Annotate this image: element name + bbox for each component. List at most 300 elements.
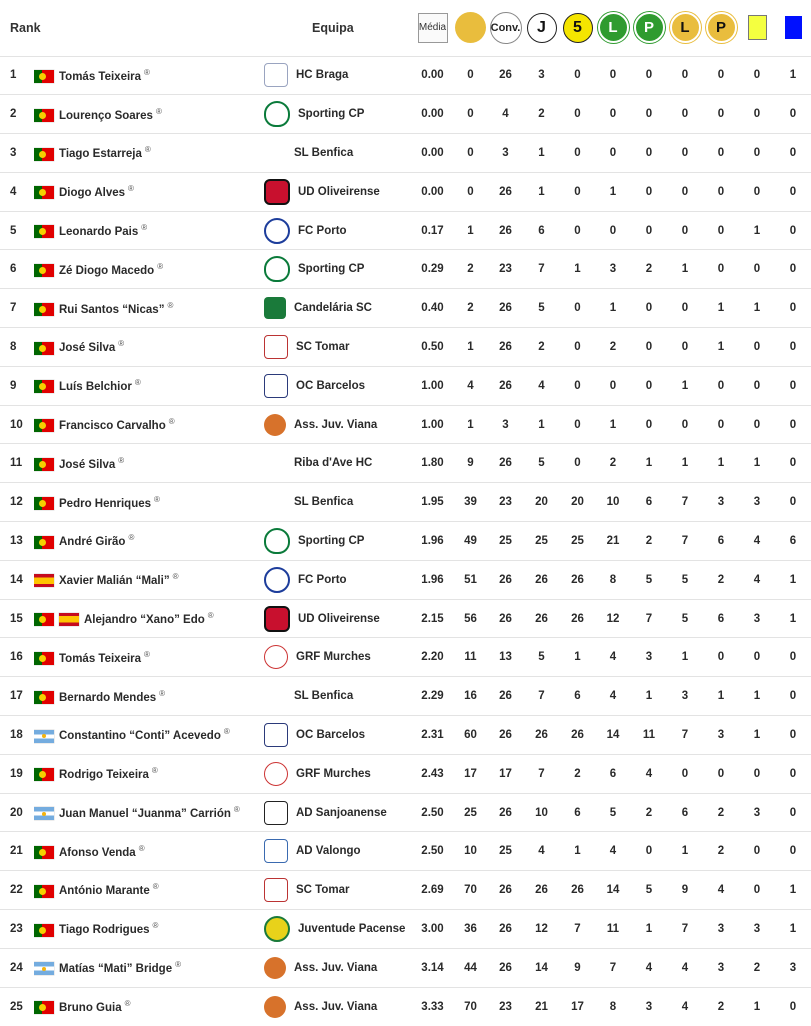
club-crest-icon [264, 491, 286, 513]
starter-cell: 0 [574, 418, 581, 431]
convocations-header[interactable] [488, 0, 523, 56]
convocations-cell: 26 [499, 612, 512, 625]
yellow-cards-cell: 0 [753, 418, 761, 431]
team-name[interactable]: SC Tomar [296, 884, 350, 897]
yellow-cards-cell: 1 [753, 457, 761, 470]
yellow-cards-cell: 3 [753, 496, 761, 509]
player-cell[interactable] [34, 134, 252, 173]
yellow-card-header[interactable] [739, 0, 775, 56]
goals-against-cell: 4 [467, 379, 474, 392]
games-cell: 2 [538, 108, 545, 121]
penalty-l-cell: 10 [606, 496, 620, 509]
player-name[interactable]: Constantino “Conti” Acevedo [59, 730, 221, 743]
penalty-p-cell: 0 [645, 845, 653, 858]
player-name[interactable]: Tomás Teixeira [59, 652, 142, 665]
flag-pt-icon [34, 186, 54, 199]
starter-cell: 1 [574, 651, 581, 664]
team-cell[interactable] [252, 56, 412, 95]
direct-p-cell: 6 [717, 534, 725, 547]
direct-p-cell: 2 [717, 573, 725, 586]
blue-cards-cell: 0 [789, 302, 797, 315]
team-cell[interactable] [252, 366, 412, 405]
team-name[interactable]: FC Porto [298, 573, 347, 586]
player-name[interactable]: Diogo Alves [59, 186, 126, 199]
convocations-cell: 26 [499, 961, 512, 974]
player-name[interactable]: André Girão [59, 536, 126, 549]
blue-cards-cell: 0 [789, 108, 797, 121]
team-cell[interactable] [252, 95, 412, 134]
yellow-cards-cell: 0 [753, 651, 761, 664]
registered-icon: ® [144, 67, 150, 77]
table-row[interactable] [0, 134, 811, 173]
registered-icon: ® [207, 610, 214, 620]
team-name[interactable]: Riba d'Ave HC [294, 457, 373, 470]
flag-ar-icon [34, 962, 54, 975]
blue-cards-cell: 1 [789, 884, 797, 897]
team-name[interactable]: SL Benfica [294, 147, 354, 160]
team-name[interactable]: UD Oliveirense [298, 612, 380, 625]
media-header[interactable] [412, 0, 453, 56]
player-name[interactable]: Pedro Henriques [59, 497, 152, 510]
team-name[interactable]: SL Benfica [294, 496, 354, 509]
table-row[interactable] [0, 910, 811, 949]
registered-icon: ® [141, 222, 148, 232]
team-cell[interactable] [252, 599, 412, 638]
starter-header[interactable] [560, 0, 595, 56]
team-cell[interactable] [252, 560, 412, 599]
team-cell[interactable] [252, 444, 412, 483]
direct-p-cell: 3 [717, 496, 725, 509]
table-row[interactable] [0, 716, 811, 755]
table-row[interactable] [0, 832, 811, 871]
registered-icon: ® [118, 339, 125, 349]
team-cell[interactable] [252, 716, 412, 755]
team-name[interactable]: OC Barcelos [296, 728, 366, 741]
team-cell[interactable] [252, 871, 412, 910]
starter-cell: 9 [574, 961, 581, 974]
table-row[interactable] [0, 366, 811, 405]
goals-against-cell: 70 [464, 1000, 477, 1013]
team-cell[interactable] [252, 405, 412, 444]
direct-p-cell: 0 [717, 418, 725, 431]
club-crest-icon [264, 762, 288, 786]
player-cell[interactable] [34, 483, 252, 522]
team-cell[interactable] [252, 910, 412, 949]
games-cell: 7 [538, 263, 545, 276]
player-name[interactable]: Rodrigo Teixeira [59, 768, 149, 781]
flag-pt-icon [34, 380, 54, 393]
goals-against-cell: 0 [467, 185, 474, 198]
convocations-cell: 26 [499, 224, 512, 237]
table-row[interactable] [0, 677, 811, 716]
direct-p-cell: 0 [717, 69, 725, 82]
penalty-p-header[interactable] [631, 0, 667, 56]
penalty-p-cell: 1 [645, 457, 653, 470]
media-cell: 2.43 [421, 767, 444, 780]
team-name[interactable]: Sporting CP [298, 534, 365, 547]
team-cell[interactable] [252, 211, 412, 250]
goals-against-cell: 44 [464, 961, 477, 974]
team-name[interactable]: SC Tomar [296, 341, 350, 353]
player-cell[interactable] [34, 599, 252, 638]
club-crest-icon [264, 957, 286, 979]
flag-pt-icon [34, 342, 54, 355]
player-cell[interactable] [34, 793, 252, 832]
club-crest-icon [264, 801, 288, 825]
table-row[interactable] [0, 211, 811, 250]
team-name[interactable]: FC Porto [298, 224, 347, 237]
player-name[interactable]: Alejandro “Xano” Edo [84, 613, 205, 626]
team-name[interactable]: Ass. Juv. Viana [294, 418, 378, 431]
table-row[interactable] [0, 948, 811, 987]
direct-l-cell: 7 [681, 922, 689, 935]
table-row[interactable] [0, 289, 811, 328]
direct-l-cell: 5 [681, 573, 689, 586]
team-cell[interactable] [252, 754, 412, 793]
flag-pt-icon [34, 768, 54, 781]
club-crest-icon [264, 645, 288, 669]
rank-cell: 8 [10, 340, 17, 353]
player-name[interactable]: Juan Manuel “Juanma” Carrión [59, 807, 231, 820]
team-cell[interactable] [252, 638, 412, 677]
player-cell[interactable] [34, 172, 252, 211]
media-cell: 1.96 [421, 534, 444, 547]
table-row[interactable] [0, 405, 811, 444]
blue-cards-cell: 3 [789, 961, 797, 974]
player-name[interactable]: Tiago Estarreja [59, 148, 142, 161]
club-crest-icon [264, 528, 290, 554]
convocations-cell: 3 [502, 418, 509, 431]
player-name[interactable]: Matías “Mati” Bridge [59, 962, 173, 975]
table-row[interactable] [0, 871, 811, 910]
games-cell: 2 [538, 340, 545, 353]
media-cell: 0.00 [421, 69, 444, 82]
penalty-l-cell: 4 [609, 651, 617, 664]
convocations-cell: 23 [499, 263, 512, 276]
direct-l-cell: 0 [681, 418, 689, 431]
player-cell[interactable] [34, 987, 252, 1026]
flag-pt-icon [34, 419, 54, 432]
goals-against-cell: 60 [464, 728, 477, 741]
goals-against-cell: 49 [464, 534, 477, 547]
player-name[interactable]: Bernardo Mendes [59, 691, 157, 704]
media-cell: 1.00 [421, 418, 444, 431]
direct-p-cell: 3 [717, 961, 725, 974]
yellow-cards-cell: 1 [753, 302, 761, 315]
blue-cards-cell: 0 [789, 457, 797, 470]
rank-cell: 5 [10, 224, 17, 237]
player-name[interactable]: Xavier Malián “Mali” [59, 574, 170, 587]
team-name[interactable]: UD Oliveirense [298, 185, 380, 198]
media-cell: 2.29 [421, 690, 444, 703]
team-name[interactable]: Sporting CP [298, 108, 365, 121]
player-cell[interactable] [34, 211, 252, 250]
flag-pt-icon [34, 1001, 54, 1014]
table-row[interactable] [0, 172, 811, 211]
team-cell[interactable] [252, 483, 412, 522]
penalty-l-cell: 0 [609, 108, 617, 121]
player-cell[interactable] [34, 716, 252, 755]
table-row[interactable] [0, 638, 811, 677]
team-cell[interactable] [252, 793, 412, 832]
rank-cell: 6 [10, 263, 17, 276]
team-cell[interactable] [252, 289, 412, 328]
goals-against-cell: 16 [464, 690, 477, 703]
penalty-l-cell: 1 [609, 302, 617, 315]
starter-cell: 0 [574, 302, 581, 315]
blue-card-icon [785, 16, 802, 39]
penalty-p-cell: 0 [645, 69, 653, 82]
starter-icon: 5 [563, 13, 593, 43]
player-cell[interactable] [34, 289, 252, 328]
starter-cell: 0 [574, 224, 581, 237]
direct-l-cell: 5 [681, 612, 689, 625]
starter-cell: 25 [571, 534, 584, 547]
yellow-cards-cell: 1 [753, 728, 761, 741]
player-cell[interactable] [34, 560, 252, 599]
table-row[interactable] [0, 56, 811, 95]
direct-p-cell: 1 [717, 302, 725, 315]
team-cell[interactable] [252, 250, 412, 289]
direct-l-cell: 0 [681, 146, 689, 159]
team-cell[interactable] [252, 328, 412, 367]
player-name[interactable]: Luís Belchior [59, 380, 132, 393]
goals-against-cell: 36 [464, 922, 477, 935]
starter-cell: 20 [571, 496, 584, 509]
goals-against-header[interactable] [453, 0, 488, 56]
player-cell[interactable] [34, 677, 252, 716]
direct-p-cell: 0 [717, 185, 725, 198]
player-cell[interactable] [34, 444, 252, 483]
convocations-cell: 26 [499, 922, 512, 935]
table-row[interactable] [0, 987, 811, 1026]
direct-p-cell: 2 [717, 1000, 725, 1013]
player-cell[interactable] [34, 328, 252, 367]
table-body [0, 56, 811, 1026]
club-crest-icon [264, 996, 286, 1018]
flag-es-icon [34, 574, 54, 587]
games-header[interactable] [523, 0, 560, 56]
direct-l-cell: 0 [681, 340, 689, 353]
club-crest-icon [264, 916, 290, 942]
team-cell[interactable] [252, 677, 412, 716]
team-name[interactable]: HC Braga [296, 69, 349, 82]
player-name[interactable]: Leonardo Pais [59, 225, 139, 238]
player-name[interactable]: Bruno Guia [59, 1001, 122, 1014]
player-cell[interactable] [34, 95, 252, 134]
player-cell[interactable] [34, 948, 252, 987]
convocations-cell: 26 [499, 302, 512, 315]
yellow-cards-cell: 1 [753, 224, 761, 237]
goals-against-cell: 2 [467, 263, 474, 276]
table-row[interactable] [0, 483, 811, 522]
club-crest-icon [264, 723, 288, 747]
direct-l-cell: 9 [681, 884, 689, 897]
club-crest-icon [264, 878, 288, 902]
team-name[interactable]: Juventude Pacense [298, 922, 406, 935]
goals-against-cell: 1 [467, 418, 474, 431]
table-row[interactable] [0, 599, 811, 638]
player-name[interactable]: António Marante [59, 885, 150, 898]
penalty-l-cell: 11 [606, 922, 620, 935]
team-name[interactable]: GRF Murches [296, 767, 371, 780]
player-name[interactable]: Zé Diogo Macedo [59, 264, 155, 277]
penalty-l-cell: 5 [609, 806, 617, 819]
convocations-cell: 25 [499, 845, 512, 858]
convocations-cell: 23 [499, 1000, 512, 1013]
rank-cell: 2 [10, 108, 17, 121]
table-row[interactable] [0, 250, 811, 289]
team-name[interactable]: AD Valongo [296, 845, 361, 858]
team-cell[interactable] [252, 134, 412, 173]
convocations-cell: 26 [499, 806, 512, 819]
games-cell: 1 [538, 146, 545, 159]
media-cell: 2.15 [421, 612, 444, 625]
direct-l-header[interactable] [667, 0, 703, 56]
club-crest-icon [264, 567, 290, 593]
team-cell[interactable] [252, 948, 412, 987]
player-cell[interactable] [34, 522, 252, 561]
team-name[interactable]: OC Barcelos [296, 379, 366, 392]
player-cell[interactable] [34, 910, 252, 949]
player-name[interactable]: Afonso Venda [59, 846, 136, 859]
team-name[interactable]: Candelária SC [294, 302, 372, 315]
media-cell: 1.00 [421, 379, 444, 392]
table-row[interactable] [0, 793, 811, 832]
rank-cell: 1 [10, 69, 17, 82]
conv-icon: Conv. [490, 12, 522, 44]
direct-l-cell: 0 [681, 185, 689, 198]
registered-icon: ® [144, 145, 151, 155]
flag-pt-icon [34, 691, 54, 704]
blue-card-header[interactable] [775, 0, 811, 56]
games-icon: J [527, 13, 557, 43]
player-name[interactable]: Tiago Rodrigues [59, 924, 150, 937]
player-cell[interactable] [34, 871, 252, 910]
team-header[interactable]: Equipa [312, 20, 354, 35]
games-cell: 5 [538, 457, 545, 470]
player-cell[interactable] [34, 56, 252, 95]
rank-header[interactable]: Rank [10, 20, 41, 35]
direct-p-cell: 0 [717, 146, 725, 159]
games-cell: 25 [535, 534, 548, 547]
team-name[interactable]: Sporting CP [298, 263, 365, 276]
table-row[interactable] [0, 95, 811, 134]
yellow-card-icon [748, 15, 767, 40]
team-name[interactable]: Ass. Juv. Viana [294, 1000, 378, 1013]
penalty-p-cell: 3 [645, 1000, 653, 1013]
flag-pt-icon [34, 264, 54, 277]
team-name[interactable]: Ass. Juv. Viana [294, 961, 378, 974]
direct-l-cell: 0 [681, 69, 689, 82]
team-name[interactable]: GRF Murches [296, 651, 371, 664]
player-name[interactable]: José Silva [59, 342, 116, 355]
team-name[interactable]: SL Benfica [294, 690, 354, 703]
games-cell: 1 [538, 418, 545, 431]
table-row[interactable] [0, 754, 811, 793]
player-cell[interactable] [34, 366, 252, 405]
player-cell[interactable] [34, 250, 252, 289]
rank-cell: 13 [10, 534, 23, 547]
yellow-cards-cell: 4 [753, 534, 761, 547]
media-cell: 1.96 [421, 573, 444, 586]
team-cell[interactable] [252, 832, 412, 871]
penalty-p-cell: 2 [645, 534, 653, 547]
direct-p-header[interactable] [703, 0, 739, 56]
registered-icon: ® [128, 184, 134, 194]
penalty-l-cell: 8 [609, 573, 617, 586]
flag-pt-icon [34, 613, 54, 626]
penalty-p-cell: 0 [645, 108, 653, 121]
rank-cell: 11 [10, 457, 23, 470]
blue-cards-cell: 6 [789, 534, 797, 547]
direct-p-icon: P [706, 12, 737, 43]
rank-cell: 17 [10, 690, 23, 703]
player-name[interactable]: Tomás Teixeira [59, 70, 142, 83]
media-cell: 0.29 [421, 263, 444, 276]
blue-cards-cell: 0 [789, 185, 797, 198]
registered-icon: ® [233, 804, 240, 814]
team-cell[interactable] [252, 987, 412, 1026]
direct-l-cell: 4 [681, 961, 689, 974]
player-name[interactable]: Francisco Carvalho [59, 419, 166, 432]
flag-ar-icon [34, 730, 54, 743]
media-label: Média [418, 13, 448, 43]
yellow-cards-cell: 0 [753, 767, 761, 780]
registered-icon: ® [168, 416, 175, 426]
team-cell[interactable] [252, 522, 412, 561]
convocations-cell: 26 [499, 69, 512, 82]
convocations-cell: 23 [499, 496, 512, 509]
media-cell: 0.00 [421, 185, 444, 198]
table-row[interactable] [0, 522, 811, 561]
player-cell[interactable] [34, 754, 252, 793]
flag-pt-icon [34, 924, 54, 937]
blue-cards-cell: 1 [789, 573, 797, 586]
penalty-p-icon: P [634, 12, 665, 43]
player-name[interactable]: Rui Santos “Nicas” [59, 303, 165, 316]
player-cell[interactable] [34, 405, 252, 444]
flag-pt-icon [34, 846, 54, 859]
direct-l-cell: 1 [681, 651, 689, 664]
starter-cell: 0 [574, 146, 581, 159]
player-cell[interactable] [34, 638, 252, 677]
penalty-p-cell: 0 [645, 418, 653, 431]
games-cell: 26 [535, 612, 548, 625]
flag-es-icon [59, 613, 79, 626]
player-name[interactable]: José Silva [59, 458, 116, 471]
player-name[interactable]: Lourenço Soares [59, 109, 153, 122]
convocations-cell: 26 [499, 185, 512, 198]
club-crest-icon [264, 839, 288, 863]
team-name[interactable]: AD Sanjoanense [296, 806, 387, 819]
club-crest-icon [264, 142, 286, 164]
penalty-p-cell: 5 [645, 884, 653, 897]
team-cell[interactable] [252, 172, 412, 211]
ball-icon [455, 12, 486, 43]
starter-cell: 1 [574, 263, 581, 276]
goals-against-cell: 9 [467, 457, 474, 470]
media-cell: 3.00 [421, 922, 444, 935]
club-crest-icon [264, 297, 286, 319]
penalty-l-header[interactable] [595, 0, 631, 56]
table-row[interactable] [0, 328, 811, 367]
table-row[interactable] [0, 560, 811, 599]
player-cell[interactable] [34, 832, 252, 871]
media-cell: 3.33 [421, 1000, 444, 1013]
registered-icon: ® [152, 921, 159, 931]
table-row[interactable] [0, 444, 811, 483]
